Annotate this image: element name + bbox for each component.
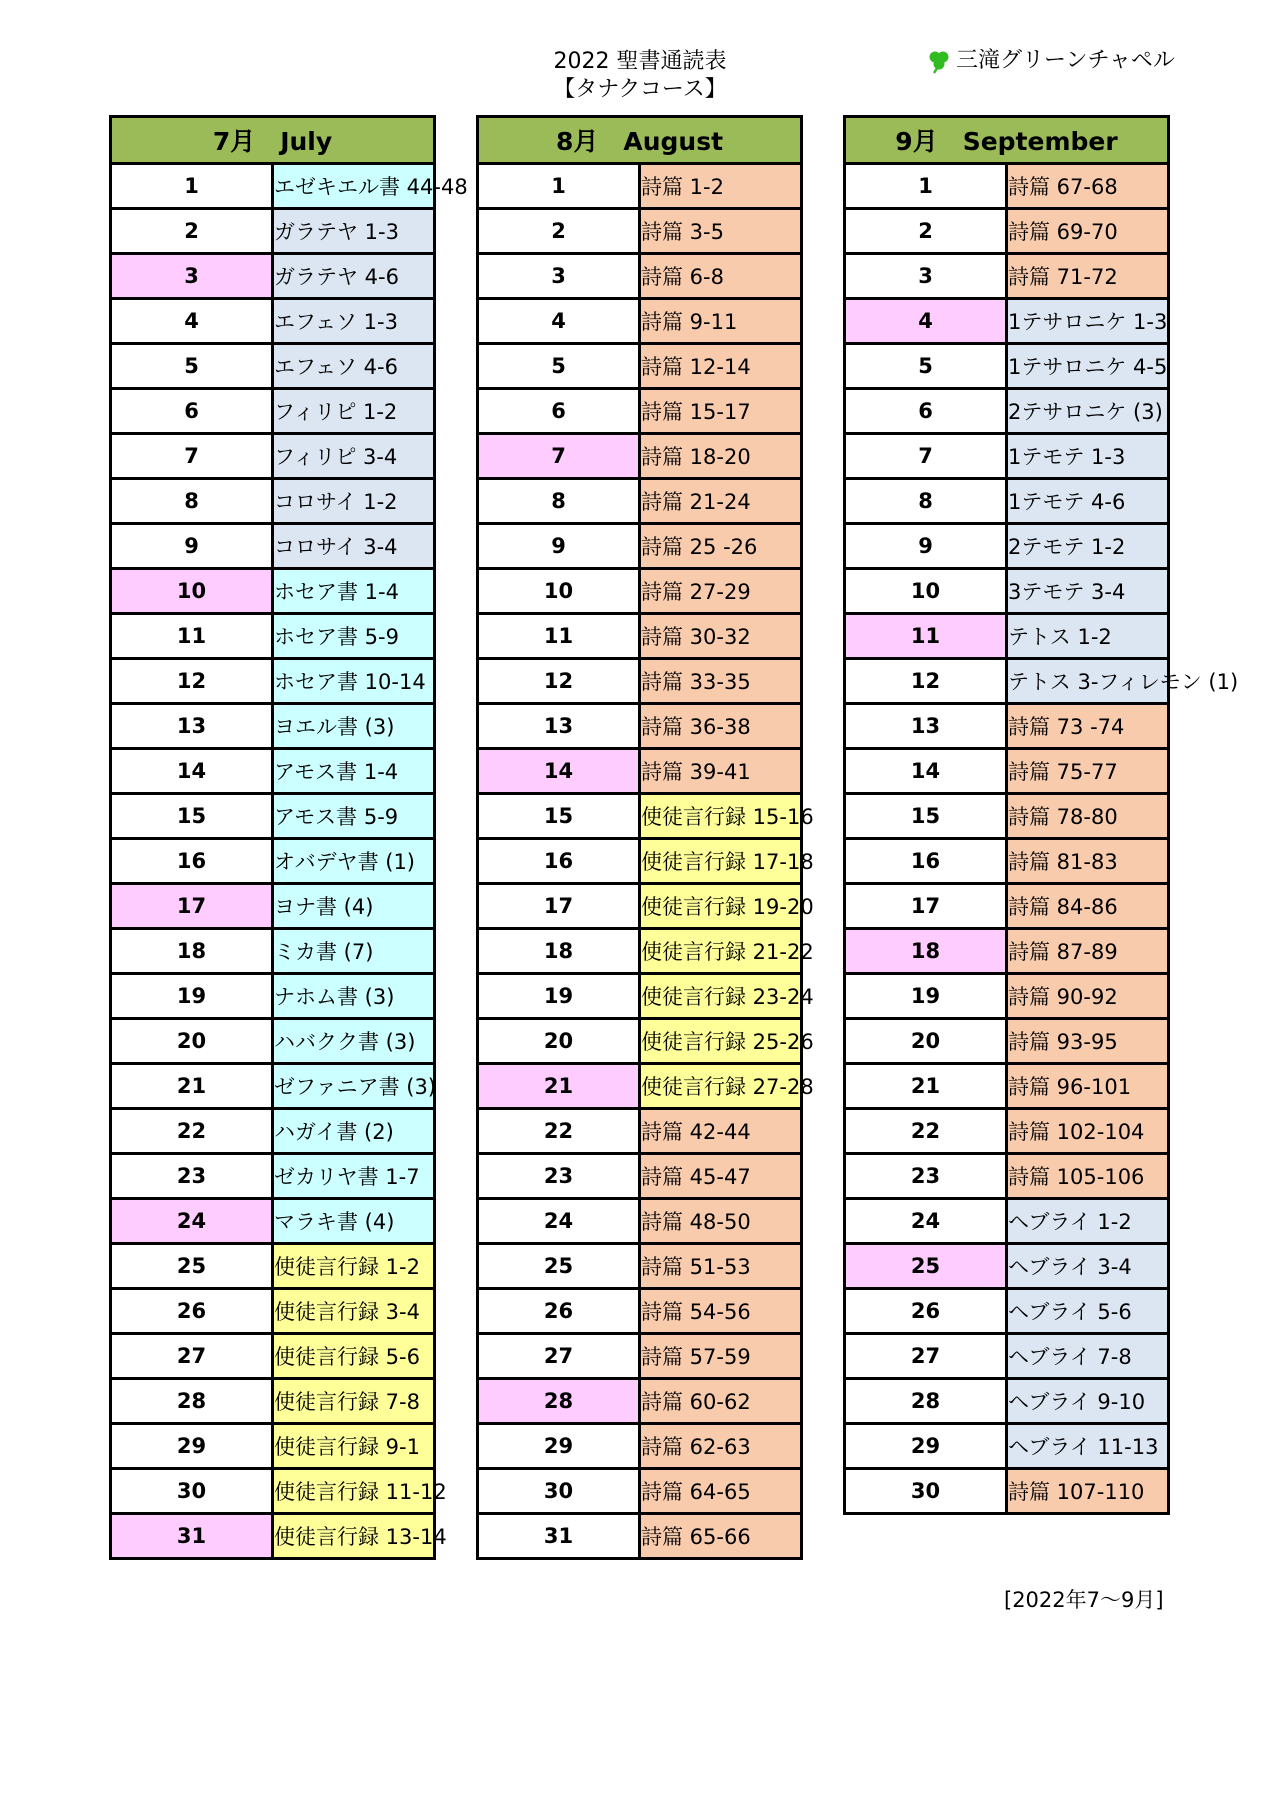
day-number: 13	[111, 704, 273, 749]
reading-cell: 1テモテ 1-3	[1007, 434, 1169, 479]
reading-cell: ホセア書 1-4	[273, 569, 435, 614]
reading-cell: 使徒言行録 11-12	[273, 1469, 435, 1514]
reading-cell: ヨナ書 (4)	[273, 884, 435, 929]
reading-cell: 3テモテ 3-4	[1007, 569, 1169, 614]
table-row	[845, 884, 1169, 929]
table-row	[845, 1109, 1169, 1154]
day-number: 1	[111, 164, 273, 209]
reading-cell: ヨエル書 (3)	[273, 704, 435, 749]
table-row	[478, 164, 802, 209]
reading-cell: 詩篇 48-50	[640, 1199, 802, 1244]
reading-cell: 1テサロニケ 1-3	[1007, 299, 1169, 344]
reading-cell: ミカ書 (7)	[273, 929, 435, 974]
day-number: 30	[111, 1469, 273, 1514]
reading-cell: アモス書 5-9	[273, 794, 435, 839]
day-number: 8	[478, 479, 640, 524]
table-row	[478, 344, 802, 389]
table-row	[111, 479, 435, 524]
day-number: 12	[111, 659, 273, 704]
day-number: 2	[478, 209, 640, 254]
reading-cell: 使徒言行録 27-28	[640, 1064, 802, 1109]
table-row	[845, 1019, 1169, 1064]
reading-cell: ヘブライ 3-4	[1007, 1244, 1169, 1289]
day-number: 19	[111, 974, 273, 1019]
period-note: [2022年7～9月]	[1004, 1588, 1164, 1612]
table-row	[478, 209, 802, 254]
table-row	[845, 1379, 1169, 1424]
reading-cell: 詩篇 60-62	[640, 1379, 802, 1424]
table-row	[845, 929, 1169, 974]
day-number: 18	[478, 929, 640, 974]
reading-cell: 詩篇 84-86	[1007, 884, 1169, 929]
reading-cell: 詩篇 15-17	[640, 389, 802, 434]
day-number: 9	[111, 524, 273, 569]
day-number: 11	[845, 614, 1007, 659]
table-row	[111, 1514, 435, 1559]
table-row	[111, 569, 435, 614]
day-number: 30	[845, 1469, 1007, 1514]
table-row	[111, 614, 435, 659]
day-number: 25	[478, 1244, 640, 1289]
table-row	[478, 569, 802, 614]
reading-cell: 詩篇 64-65	[640, 1469, 802, 1514]
day-number: 6	[111, 389, 273, 434]
table-row	[478, 1019, 802, 1064]
brand-name: 三滝グリーンチャペル	[956, 48, 1175, 73]
table-row	[845, 209, 1169, 254]
day-number: 23	[478, 1154, 640, 1199]
day-number: 17	[845, 884, 1007, 929]
day-number: 31	[478, 1514, 640, 1559]
table-row	[478, 1514, 802, 1559]
day-number: 4	[111, 299, 273, 344]
day-number: 29	[478, 1424, 640, 1469]
table-row	[845, 659, 1169, 704]
day-number: 27	[111, 1334, 273, 1379]
table-row	[478, 434, 802, 479]
day-number: 30	[478, 1469, 640, 1514]
reading-cell: 詩篇 65-66	[640, 1514, 802, 1559]
day-number: 16	[845, 839, 1007, 884]
table-row	[478, 524, 802, 569]
table-row	[478, 1424, 802, 1469]
reading-cell: 詩篇 71-72	[1007, 254, 1169, 299]
reading-cell: 詩篇 3-5	[640, 209, 802, 254]
reading-cell: 詩篇 1-2	[640, 164, 802, 209]
table-row	[111, 1154, 435, 1199]
reading-cell: 詩篇 27-29	[640, 569, 802, 614]
day-number: 21	[845, 1064, 1007, 1109]
day-number: 11	[111, 614, 273, 659]
table-row	[111, 839, 435, 884]
reading-cell: 1テサロニケ 4-5	[1007, 344, 1169, 389]
table-row	[111, 884, 435, 929]
reading-cell: ホセア書 5-9	[273, 614, 435, 659]
reading-cell: 使徒言行録 19-20	[640, 884, 802, 929]
reading-cell: 使徒言行録 5-6	[273, 1334, 435, 1379]
table-row	[845, 569, 1169, 614]
day-number: 28	[845, 1379, 1007, 1424]
reading-cell: マラキ書 (4)	[273, 1199, 435, 1244]
table-row	[478, 794, 802, 839]
day-number: 16	[478, 839, 640, 884]
table-row	[845, 614, 1169, 659]
reading-cell: 詩篇 45-47	[640, 1154, 802, 1199]
reading-cell: ゼカリヤ書 1-7	[273, 1154, 435, 1199]
reading-cell: ヘブライ 9-10	[1007, 1379, 1169, 1424]
reading-cell: 詩篇 57-59	[640, 1334, 802, 1379]
table-row	[111, 1424, 435, 1469]
table-row	[845, 434, 1169, 479]
reading-cell: 詩篇 96-101	[1007, 1064, 1169, 1109]
reading-cell: 2テサロニケ (3)	[1007, 389, 1169, 434]
table-row	[845, 1154, 1169, 1199]
reading-cell: ゼファニア書 (3)	[273, 1064, 435, 1109]
day-number: 8	[845, 479, 1007, 524]
reading-cell: 使徒言行録 21-22	[640, 929, 802, 974]
table-row	[845, 389, 1169, 434]
day-number: 5	[845, 344, 1007, 389]
day-number: 13	[478, 704, 640, 749]
table-row	[478, 479, 802, 524]
table-row	[111, 344, 435, 389]
reading-cell: テトス 1-2	[1007, 614, 1169, 659]
day-number: 28	[111, 1379, 273, 1424]
reading-cell: 詩篇 81-83	[1007, 839, 1169, 884]
table-row	[478, 389, 802, 434]
reading-cell: 詩篇 93-95	[1007, 1019, 1169, 1064]
day-number: 1	[845, 164, 1007, 209]
day-number: 17	[111, 884, 273, 929]
reading-cell: ハバクク書 (3)	[273, 1019, 435, 1064]
table-row	[111, 1379, 435, 1424]
table-row	[478, 254, 802, 299]
table-row	[478, 1379, 802, 1424]
day-number: 21	[111, 1064, 273, 1109]
reading-cell: ヘブライ 11-13	[1007, 1424, 1169, 1469]
reading-cell: 2テモテ 1-2	[1007, 524, 1169, 569]
table-row	[845, 479, 1169, 524]
table-row	[478, 1334, 802, 1379]
day-number: 24	[478, 1199, 640, 1244]
reading-cell: ヘブライ 1-2	[1007, 1199, 1169, 1244]
reading-cell: 詩篇 25 -26	[640, 524, 802, 569]
reading-cell: 詩篇 30-32	[640, 614, 802, 659]
day-number: 15	[845, 794, 1007, 839]
day-number: 26	[111, 1289, 273, 1334]
reading-cell: エフェソ 4-6	[273, 344, 435, 389]
reading-cell: ハガイ書 (2)	[273, 1109, 435, 1154]
table-row	[111, 389, 435, 434]
reading-cell: 詩篇 51-53	[640, 1244, 802, 1289]
day-number: 13	[845, 704, 1007, 749]
reading-cell: オバデヤ書 (1)	[273, 839, 435, 884]
table-row	[478, 929, 802, 974]
day-number: 14	[478, 749, 640, 794]
table-row	[845, 704, 1169, 749]
reading-cell: 詩篇 75-77	[1007, 749, 1169, 794]
reading-cell: 詩篇 33-35	[640, 659, 802, 704]
day-number: 25	[845, 1244, 1007, 1289]
day-number: 12	[845, 659, 1007, 704]
table-row	[845, 1244, 1169, 1289]
day-number: 28	[478, 1379, 640, 1424]
table-row	[111, 524, 435, 569]
reading-cell: 詩篇 18-20	[640, 434, 802, 479]
day-number: 2	[111, 209, 273, 254]
reading-cell: 詩篇 87-89	[1007, 929, 1169, 974]
day-number: 25	[111, 1244, 273, 1289]
day-number: 18	[845, 929, 1007, 974]
day-number: 5	[478, 344, 640, 389]
day-number: 27	[845, 1334, 1007, 1379]
table-row	[111, 254, 435, 299]
reading-cell: ヘブライ 5-6	[1007, 1289, 1169, 1334]
day-number: 2	[845, 209, 1007, 254]
day-number: 22	[478, 1109, 640, 1154]
day-number: 14	[111, 749, 273, 794]
month-header: 9月 September	[845, 117, 1169, 164]
reading-cell: 使徒言行録 17-18	[640, 839, 802, 884]
table-row	[478, 659, 802, 704]
day-number: 23	[111, 1154, 273, 1199]
day-number: 10	[111, 569, 273, 614]
month-header: 8月 August	[478, 117, 802, 164]
day-number: 6	[845, 389, 1007, 434]
day-number: 20	[111, 1019, 273, 1064]
table-row	[111, 794, 435, 839]
reading-cell: ナホム書 (3)	[273, 974, 435, 1019]
reading-cell: コロサイ 1-2	[273, 479, 435, 524]
reading-cell: 詩篇 90-92	[1007, 974, 1169, 1019]
reading-cell: 詩篇 12-14	[640, 344, 802, 389]
table-row	[111, 434, 435, 479]
reading-cell: 詩篇 73 -74	[1007, 704, 1169, 749]
brand	[926, 46, 1175, 76]
table-row	[845, 839, 1169, 884]
reading-cell: 使徒言行録 9-1	[273, 1424, 435, 1469]
reading-cell: 使徒言行録 13-14	[273, 1514, 435, 1559]
table-row	[111, 1064, 435, 1109]
reading-cell: 使徒言行録 1-2	[273, 1244, 435, 1289]
reading-cell: ヘブライ 7-8	[1007, 1334, 1169, 1379]
day-number: 24	[111, 1199, 273, 1244]
table-row	[478, 974, 802, 1019]
reading-cell: 使徒言行録 7-8	[273, 1379, 435, 1424]
reading-cell: アモス書 1-4	[273, 749, 435, 794]
reading-cell: フィリピ 1-2	[273, 389, 435, 434]
table-row	[478, 1199, 802, 1244]
table-row	[111, 1289, 435, 1334]
reading-cell: 1テモテ 4-6	[1007, 479, 1169, 524]
day-number: 22	[111, 1109, 273, 1154]
reading-cell: 詩篇 42-44	[640, 1109, 802, 1154]
day-number: 12	[478, 659, 640, 704]
table-row	[478, 1154, 802, 1199]
table-row	[845, 1064, 1169, 1109]
day-number: 29	[845, 1424, 1007, 1469]
reading-cell: 詩篇 54-56	[640, 1289, 802, 1334]
day-number: 29	[111, 1424, 273, 1469]
table-row	[845, 524, 1169, 569]
day-number: 15	[478, 794, 640, 839]
table-row	[845, 344, 1169, 389]
day-number: 22	[845, 1109, 1007, 1154]
table-row	[845, 164, 1169, 209]
title-line-1: 2022 聖書通読表	[553, 49, 727, 74]
reading-cell: 詩篇 21-24	[640, 479, 802, 524]
table-row	[478, 704, 802, 749]
day-number: 24	[845, 1199, 1007, 1244]
table-row	[111, 299, 435, 344]
reading-cell: 使徒言行録 15-16	[640, 794, 802, 839]
day-number: 27	[478, 1334, 640, 1379]
reading-cell: テトス 3-フィレモン (1)	[1007, 659, 1169, 704]
day-number: 16	[111, 839, 273, 884]
table-row	[111, 1334, 435, 1379]
table-row	[111, 749, 435, 794]
day-number: 1	[478, 164, 640, 209]
day-number: 4	[845, 299, 1007, 344]
reading-cell: 詩篇 39-41	[640, 749, 802, 794]
table-row	[111, 1469, 435, 1514]
day-number: 10	[478, 569, 640, 614]
table-row	[111, 929, 435, 974]
reading-cell: 詩篇 67-68	[1007, 164, 1169, 209]
table-row	[845, 794, 1169, 839]
reading-cell: 使徒言行録 23-24	[640, 974, 802, 1019]
reading-cell: エゼキエル書 44-48	[273, 164, 435, 209]
table-row	[478, 1469, 802, 1514]
table-row	[111, 164, 435, 209]
table-row	[845, 1199, 1169, 1244]
reading-cell: ホセア書 10-14	[273, 659, 435, 704]
table-row	[478, 614, 802, 659]
day-number: 9	[845, 524, 1007, 569]
day-number: 26	[478, 1289, 640, 1334]
table-row	[111, 1244, 435, 1289]
day-number: 23	[845, 1154, 1007, 1199]
table-row	[478, 299, 802, 344]
month-header: 7月 July	[111, 117, 435, 164]
reading-cell: ガラテヤ 4-6	[273, 254, 435, 299]
day-number: 19	[478, 974, 640, 1019]
reading-cell: 詩篇 36-38	[640, 704, 802, 749]
reading-cell: 詩篇 9-11	[640, 299, 802, 344]
day-number: 19	[845, 974, 1007, 1019]
reading-cell: 詩篇 107-110	[1007, 1469, 1169, 1514]
day-number: 21	[478, 1064, 640, 1109]
reading-cell: 詩篇 105-106	[1007, 1154, 1169, 1199]
day-number: 17	[478, 884, 640, 929]
title-line-2: 【タナクコース】	[553, 77, 727, 102]
month-table-august	[476, 115, 814, 1560]
day-number: 6	[478, 389, 640, 434]
reading-cell: ガラテヤ 1-3	[273, 209, 435, 254]
clover-icon	[926, 48, 952, 74]
table-row	[845, 974, 1169, 1019]
day-number: 10	[845, 569, 1007, 614]
day-number: 3	[845, 254, 1007, 299]
table-row	[111, 209, 435, 254]
reading-cell: 使徒言行録 25-26	[640, 1019, 802, 1064]
month-table-july	[109, 115, 468, 1560]
table-row	[845, 299, 1169, 344]
reading-cell: 使徒言行録 3-4	[273, 1289, 435, 1334]
reading-cell: 詩篇 69-70	[1007, 209, 1169, 254]
table-row	[111, 704, 435, 749]
month-table-september	[843, 115, 1239, 1515]
reading-cell: 詩篇 102-104	[1007, 1109, 1169, 1154]
table-row	[478, 749, 802, 794]
day-number: 18	[111, 929, 273, 974]
reading-cell: 詩篇 62-63	[640, 1424, 802, 1469]
day-number: 31	[111, 1514, 273, 1559]
day-number: 20	[845, 1019, 1007, 1064]
table-row	[478, 884, 802, 929]
day-number: 5	[111, 344, 273, 389]
table-row	[845, 1424, 1169, 1469]
table-row	[478, 1109, 802, 1154]
table-row	[845, 1469, 1169, 1514]
table-row	[478, 1244, 802, 1289]
day-number: 3	[111, 254, 273, 299]
day-number: 9	[478, 524, 640, 569]
reading-cell: 詩篇 78-80	[1007, 794, 1169, 839]
table-row	[111, 1109, 435, 1154]
table-row	[478, 1064, 802, 1109]
day-number: 7	[111, 434, 273, 479]
day-number: 26	[845, 1289, 1007, 1334]
day-number: 14	[845, 749, 1007, 794]
table-row	[845, 1289, 1169, 1334]
reading-cell: エフェソ 1-3	[273, 299, 435, 344]
day-number: 7	[478, 434, 640, 479]
day-number: 8	[111, 479, 273, 524]
day-number: 20	[478, 1019, 640, 1064]
table-row	[845, 254, 1169, 299]
table-row	[111, 1019, 435, 1064]
reading-cell: フィリピ 3-4	[273, 434, 435, 479]
reading-cell: コロサイ 3-4	[273, 524, 435, 569]
day-number: 11	[478, 614, 640, 659]
day-number: 3	[478, 254, 640, 299]
table-row	[111, 974, 435, 1019]
table-row	[478, 839, 802, 884]
reading-cell: 詩篇 6-8	[640, 254, 802, 299]
table-row	[845, 1334, 1169, 1379]
table-row	[111, 659, 435, 704]
table-row	[845, 749, 1169, 794]
day-number: 15	[111, 794, 273, 839]
table-row	[111, 1199, 435, 1244]
table-row	[478, 1289, 802, 1334]
day-number: 7	[845, 434, 1007, 479]
day-number: 4	[478, 299, 640, 344]
